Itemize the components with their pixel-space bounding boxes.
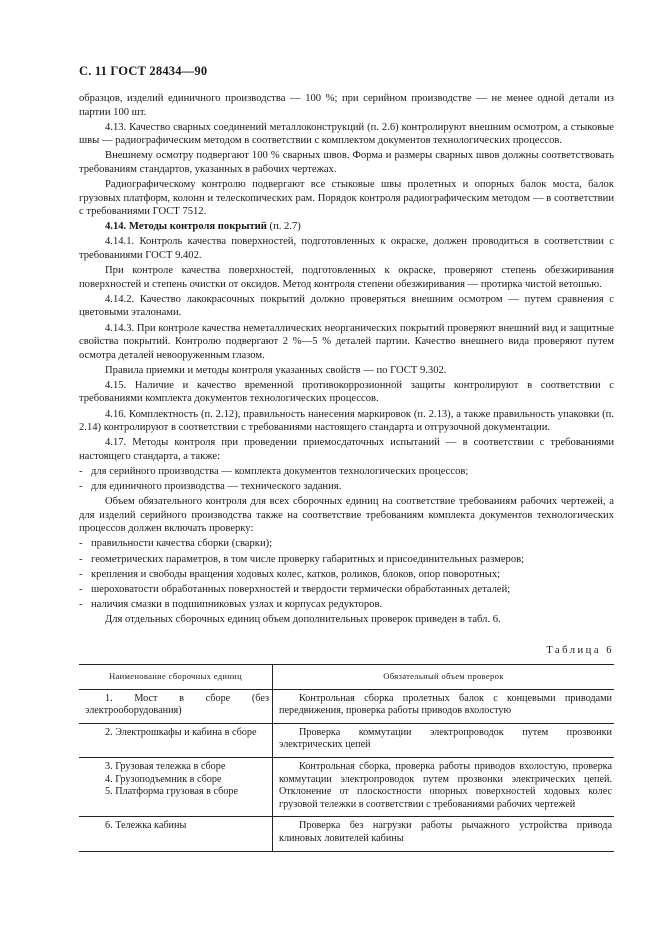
list-bullet: - (79, 598, 83, 610)
paragraph-text: 4.16. Комплектность (п. 2.12), правильность нанесения маркировок (п. 2.13), а также правильность упаковки (п. 2.14) контролируют в соответствии с требованиями настоящего стандарта и отгрузочной документации. (79, 408, 614, 434)
table-row (79, 757, 614, 816)
paragraph (79, 178, 614, 219)
paragraph (79, 92, 614, 119)
paragraph-text: Внешнему осмотру подвергают 100 % сварных швов. Форма и размеры сварных швов должны соответствовать требованиям стандартов, указанных в рабочих чертежах. (79, 150, 614, 175)
paragraph-text: При контроле качества поверхностей, подготовленных к окраске, проверяют степень обезжиривания поверхностей и степень очистки от оксидов. Метод контроля степени обезжиривания — протирка чистой ветошью. (79, 265, 614, 290)
paragraph (79, 149, 614, 176)
paragraph-text: образцов, изделий единичного производства — 100 %; при серийном производстве — не менее одной детали из партии 100 шт. (79, 93, 614, 118)
paragraph-text: 4.15. Наличие и качество временной противокоррозионной защиты контролируют в соответствии с требованиями комплекта документов технологических процессов. (79, 379, 614, 405)
list-item (79, 568, 614, 582)
cell-units (79, 817, 273, 851)
header-checks: Обязательный объем проверок (273, 665, 615, 690)
paragraph-text: (п. 2.7) (266, 221, 301, 233)
paragraph-text: Правила приемки и методы контроля указанных свойств — по ГОСТ 9.302. (105, 364, 447, 376)
list-item-text: крепления и свободы вращения ходовых колес, катков, роликов, блоков, опор поворотных; (91, 568, 501, 580)
list-item (79, 553, 614, 567)
list-bullet: - (79, 583, 83, 595)
list-item-text: геометрических параметров, в том числе проверку габаритных и присоединительных размеров; (91, 553, 525, 565)
list-item-text: правильности качества сборки (сварки); (91, 538, 273, 550)
unit-name: 5. Платформа грузовая в сборе (105, 786, 239, 798)
paragraph-text: 4.17. Методы контроля при проведении приемосдаточных испытаний — в соответствии с требованиями настоящего стандарта, а также: (79, 437, 614, 462)
table-row (79, 723, 614, 757)
cell-checks: Проверка коммутации электропроводок путем прозвонки электрических цепей (273, 723, 615, 757)
table-6 (79, 664, 614, 852)
unit-name: 2. Электрошкафы и кабина в сборе (105, 726, 257, 738)
unit-name: 3. Грузовая тележка в сборе (105, 760, 226, 772)
list-bullet: - (79, 481, 83, 493)
paragraph (79, 121, 614, 148)
list-item-text: для единичного производства — технического задания. (91, 481, 342, 493)
paragraph-text: 4.14.1. Контроль качества поверхностей, подготовленных к окраске, должен проводиться в соответствии с требованиями ГОСТ 9.402. (79, 236, 614, 262)
cell-checks: Контрольная сборка, проверка работы приводов вхолостую, проверка коммутации электропроводок путем прозвонки электрических цепей. Отклонение от плоскостности опорных поверхностей ходовых колес грузовой тележки в соответствии с требованиями рабочих чертежей (273, 757, 615, 816)
paragraph-scope: Объем обязательного контроля для всех сборочных единиц на соответствие требованиям рабочих чертежей, а для изделий серийного производства также на соответствие требованиям комплекта документов технологических процессов должен включать проверку: (79, 496, 614, 535)
table-row (79, 689, 614, 723)
list-item-text: для серийного производства — комплекта документов технологических процессов; (91, 465, 469, 477)
paragraph (79, 220, 614, 234)
list-bullet: - (79, 553, 83, 565)
table-caption: Таблица 6 (546, 645, 614, 656)
cell-checks: Контрольная сборка пролетных балок с концевыми приводами передвижения, проверка работы приводов вхолостую (273, 689, 615, 723)
list-item-text: шероховатости обработанных поверхностей и твердости термически обработанных деталей; (91, 583, 511, 595)
paragraph (79, 322, 614, 363)
paragraphs (79, 92, 614, 463)
document-body (79, 92, 614, 628)
paragraph-table-ref: Для отдельных сборочных единиц объем дополнительных проверок приведен в табл. 6. (105, 613, 501, 625)
table-row (79, 817, 614, 851)
list-production-types (79, 465, 614, 494)
table-body (79, 689, 614, 851)
paragraph-text: 4.14.3. При контроле качества неметаллических неорганических покрытий проверяют внешний вид и защитные свойства покрытий. Контролю подвергают 2 %—5 % деталей партии. Качество внешнего вида проверяют путем осмотра деталей невооруженным глазом. (79, 322, 614, 361)
cell-units (79, 689, 273, 723)
paragraph (79, 436, 614, 463)
paragraph-text: 4.13. Качество сварных соединений металлоконструкций (п. 2.6) контролируют внешним осмотром, а стыковые швы — радиографическим методом в соответствии с комплектом документов технологических процессов. (79, 121, 614, 147)
unit-name: 4. Грузоподъемник в сборе (105, 773, 222, 785)
list-item (79, 583, 614, 597)
header-units: Наименование сборочных единиц (79, 665, 273, 690)
page-header: С. 11 ГОСТ 28434—90 (79, 64, 208, 78)
table-header-row (79, 665, 614, 690)
unit-name: 1. Мост в сборе (без электрооборудования) (85, 692, 269, 717)
paragraph (79, 235, 614, 262)
list-bullet: - (79, 465, 83, 477)
cell-units (79, 723, 273, 757)
list-item-text: наличия смазки в подшипниковых узлах и корпусах редукторов. (91, 598, 383, 610)
list-item (79, 480, 614, 494)
unit-name: 6. Тележка кабины (105, 820, 187, 832)
paragraph (79, 264, 614, 291)
list-bullet: - (79, 568, 83, 580)
paragraph (79, 364, 614, 378)
section-heading: 4.14. Методы контроля покрытий (105, 221, 267, 233)
paragraph-text: 4.14.2. Качество лакокрасочных покрытий должно проверяться внешним осмотром — путем сравнения с цветовыми эталонами. (79, 293, 614, 319)
paragraph (79, 379, 614, 406)
list-item (79, 465, 614, 479)
list-checks (79, 537, 614, 611)
cell-units (79, 757, 273, 816)
cell-checks: Проверка без нагрузки работы рычажного устройства привода клиновых ловителей кабины (273, 817, 615, 851)
paragraph (79, 408, 614, 435)
list-item (79, 598, 614, 612)
list-bullet: - (79, 538, 83, 550)
paragraph-text: Радиографическому контролю подвергают все стыковые швы пролетных и опорных балок моста, балок грузовых платформ, колонн и телескопических рам. Порядок контроля радиографическим методом — в соответствии с требованиями ГОСТ 7512. (79, 179, 614, 218)
list-item (79, 537, 614, 551)
paragraph (79, 293, 614, 320)
